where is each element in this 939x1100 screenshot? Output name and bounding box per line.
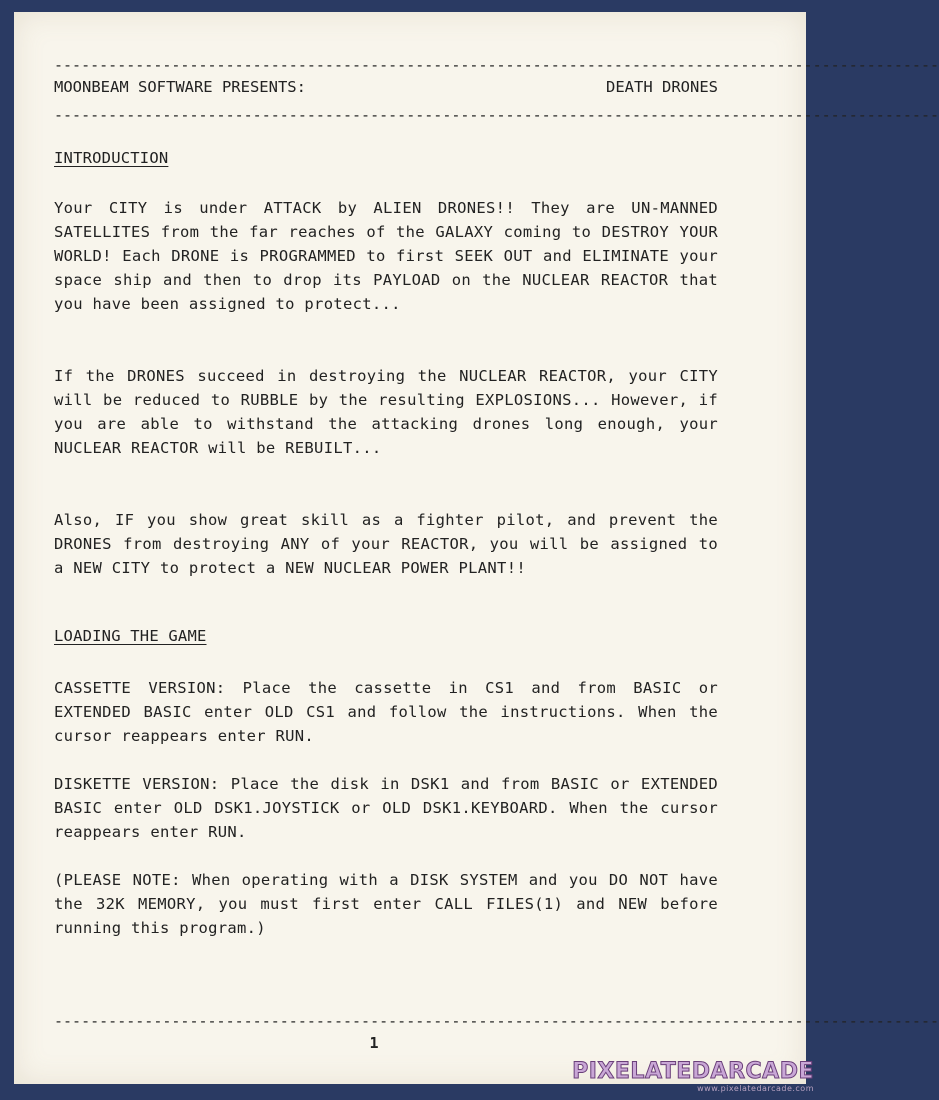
top-rule: --------------------------------------------------------------------------------------------------: [54, 56, 939, 74]
game-title: DEATH DRONES: [606, 78, 718, 96]
loading-heading: LOADING THE GAME: [54, 627, 207, 645]
intro-paragraph: Your CITY is under ATTACK by ALIEN DRONES!! They are UN-MANNED SATELLITES from the far reaches of the GALAXY coming to DESTROY YOUR WORLD! Each DRONE is PROGRAMMED to first SEEK OUT and ELIMINATE your space ship and then to drop its PAYLOAD on the NUCLEAR REACTOR that you have been assigned to protect...: [54, 199, 718, 313]
introduction-heading: INTRODUCTION: [54, 149, 169, 167]
loading-paragraph: CASSETTE VERSION: Place the cassette in CS1 and from BASIC or EXTENDED BASIC enter OLD CS1 and follow the instructions. When the cursor reappears enter RUN.: [54, 679, 718, 745]
watermark-logo: [572, 1060, 814, 1093]
page-number: 1: [369, 1034, 379, 1052]
manual-page: [14, 12, 939, 1084]
header-rule: --------------------------------------------------------------------------------------------------: [54, 106, 939, 124]
intro-paragraph: If the DRONES succeed in destroying the NUCLEAR REACTOR, your CITY will be reduced to RUBBLE by the resulting EXPLOSIONS... However, if you are able to withstand the attacking drones long enough, your NUCLEAR REACTOR will be REBUILT...: [54, 367, 718, 457]
loading-paragraph: DISKETTE VERSION: Place the disk in DSK1 and from BASIC or EXTENDED BASIC enter OLD DSK1.JOYSTICK or OLD DSK1.KEYBOARD. When the cursor reappears enter RUN.: [54, 775, 718, 841]
watermark-text: PIXELATEDARCADE: [572, 1059, 814, 1084]
loading-paragraph: (PLEASE NOTE: When operating with a DISK SYSTEM and you DO NOT have the 32K MEMORY, you must first enter CALL FILES(1) and NEW before running this program.): [54, 871, 718, 937]
footer-rule: --------------------------------------------------------------------------------------------------: [54, 1012, 939, 1030]
watermark-url: www.pixelatedarcade.com: [697, 1084, 814, 1093]
publisher-title: MOONBEAM SOFTWARE PRESENTS:: [54, 78, 306, 96]
page-header: [54, 78, 718, 96]
intro-paragraph: Also, IF you show great skill as a fighter pilot, and prevent the DRONES from destroying ANY of your REACTOR, you will be assigned to a NEW CITY to protect a NEW NUCLEAR POWER PLANT!!: [54, 511, 718, 577]
